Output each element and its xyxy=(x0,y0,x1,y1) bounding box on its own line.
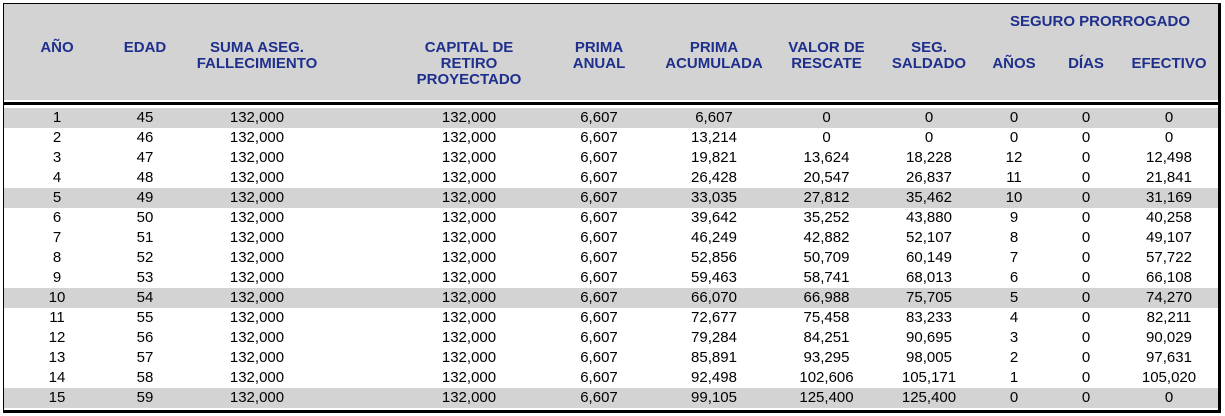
cell-efectivo: 21,841 xyxy=(1146,169,1192,186)
cell-dias: 0 xyxy=(1081,249,1091,266)
cell-edad: 47 xyxy=(136,149,154,166)
cell-efectivo: 0 xyxy=(1164,129,1174,146)
cell-dias: 0 xyxy=(1081,109,1091,126)
cell-suma: 132,000 xyxy=(229,269,285,286)
header-efectivo: EFECTIVO xyxy=(1131,55,1207,72)
table-row xyxy=(4,188,1218,208)
cell-prima-anual: 6,607 xyxy=(580,129,618,146)
cell-valor-rescate: 58,741 xyxy=(803,269,850,286)
cell-prima-anual: 6,607 xyxy=(580,389,618,406)
cell-seg-saldado: 52,107 xyxy=(906,229,952,246)
table-row xyxy=(4,308,1218,328)
cell-anio: 6 xyxy=(52,209,62,226)
cell-anio: 1 xyxy=(52,109,62,126)
table-body xyxy=(4,108,1218,408)
cell-edad: 45 xyxy=(136,109,154,126)
cell-suma: 132,000 xyxy=(229,229,285,246)
cell-anios: 11 xyxy=(1006,169,1022,186)
table-row xyxy=(4,228,1218,248)
cell-prima-acumulada: 72,677 xyxy=(691,309,737,326)
cell-anios: 3 xyxy=(1009,329,1019,346)
cell-efectivo: 31,169 xyxy=(1146,189,1192,206)
cell-efectivo: 40,258 xyxy=(1146,209,1192,226)
cell-seg-saldado: 18,228 xyxy=(906,149,952,166)
cell-efectivo: 105,020 xyxy=(1141,369,1197,386)
table-header xyxy=(4,4,1218,100)
cell-dias: 0 xyxy=(1081,149,1091,166)
cell-edad: 48 xyxy=(136,169,154,186)
cell-prima-anual: 6,607 xyxy=(580,109,618,126)
cell-anios: 0 xyxy=(1009,389,1019,406)
cell-anios: 6 xyxy=(1009,269,1019,286)
cell-suma: 132,000 xyxy=(229,389,285,406)
cell-prima-acumulada: 19,821 xyxy=(691,149,737,166)
cell-capital: 132,000 xyxy=(441,309,497,326)
header-dias: DÍAS xyxy=(1068,55,1104,72)
cell-capital: 132,000 xyxy=(441,109,497,126)
cell-dias: 0 xyxy=(1081,189,1091,206)
cell-capital: 132,000 xyxy=(441,329,497,346)
table-row xyxy=(4,168,1218,188)
cell-suma: 132,000 xyxy=(229,209,285,226)
cell-efectivo: 74,270 xyxy=(1146,289,1192,306)
cell-seg-saldado: 43,880 xyxy=(906,209,952,226)
cell-valor-rescate: 27,812 xyxy=(803,189,850,206)
cell-prima-anual: 6,607 xyxy=(580,249,618,266)
cell-anio: 12 xyxy=(48,329,66,346)
cell-suma: 132,000 xyxy=(229,309,285,326)
cell-suma: 132,000 xyxy=(229,169,285,186)
cell-edad: 46 xyxy=(136,129,154,146)
table-row xyxy=(4,328,1218,348)
cell-seg-saldado: 75,705 xyxy=(906,289,952,306)
policy-table xyxy=(3,3,1221,413)
cell-seg-saldado: 98,005 xyxy=(906,349,952,366)
cell-seg-saldado: 90,695 xyxy=(906,329,952,346)
header-suma-asegurada: SUMA ASEG. FALLECIMIENTO xyxy=(196,39,318,72)
cell-anios: 0 xyxy=(1009,129,1019,146)
cell-edad: 52 xyxy=(136,249,154,266)
cell-prima-acumulada: 13,214 xyxy=(691,129,737,146)
cell-anios: 10 xyxy=(1005,189,1023,206)
cell-prima-anual: 6,607 xyxy=(580,329,618,346)
cell-dias: 0 xyxy=(1081,289,1091,306)
cell-anio: 10 xyxy=(48,289,66,306)
cell-anios: 2 xyxy=(1009,349,1019,366)
table-row xyxy=(4,348,1218,368)
cell-valor-rescate: 66,988 xyxy=(803,289,850,306)
cell-capital: 132,000 xyxy=(441,289,497,306)
cell-capital: 132,000 xyxy=(441,169,497,186)
cell-dias: 0 xyxy=(1081,349,1091,366)
cell-suma: 132,000 xyxy=(229,249,285,266)
table-row xyxy=(4,368,1218,388)
cell-dias: 0 xyxy=(1081,389,1091,406)
cell-suma: 132,000 xyxy=(229,289,285,306)
cell-prima-acumulada: 79,284 xyxy=(691,329,737,346)
cell-anio: 4 xyxy=(52,169,62,186)
cell-prima-acumulada: 33,035 xyxy=(691,189,737,206)
cell-anio: 15 xyxy=(48,389,66,406)
cell-edad: 54 xyxy=(136,289,154,306)
cell-suma: 132,000 xyxy=(229,369,285,386)
cell-seg-saldado: 105,171 xyxy=(901,369,957,386)
cell-valor-rescate: 13,624 xyxy=(803,149,850,166)
cell-capital: 132,000 xyxy=(441,189,497,206)
cell-prima-acumulada: 52,856 xyxy=(691,249,737,266)
cell-prima-acumulada: 6,607 xyxy=(695,109,733,126)
cell-valor-rescate: 50,709 xyxy=(803,249,850,266)
cell-valor-rescate: 93,295 xyxy=(803,349,850,366)
cell-efectivo: 12,498 xyxy=(1146,149,1192,166)
cell-anio: 5 xyxy=(52,189,62,206)
cell-anio: 7 xyxy=(52,229,62,246)
cell-edad: 53 xyxy=(136,269,154,286)
cell-prima-acumulada: 66,070 xyxy=(691,289,737,306)
cell-anio: 11 xyxy=(49,309,65,326)
cell-anios: 9 xyxy=(1009,209,1019,226)
cell-prima-anual: 6,607 xyxy=(580,169,618,186)
cell-capital: 132,000 xyxy=(441,389,497,406)
cell-prima-acumulada: 85,891 xyxy=(691,349,737,366)
cell-suma: 132,000 xyxy=(229,109,285,126)
cell-edad: 49 xyxy=(136,189,154,206)
cell-anio: 14 xyxy=(48,369,66,386)
header-prima-acumulada: PRIMA ACUMULADA xyxy=(665,39,763,72)
cell-dias: 0 xyxy=(1081,169,1091,186)
table-row xyxy=(4,248,1218,268)
cell-valor-rescate: 84,251 xyxy=(803,329,850,346)
cell-suma: 132,000 xyxy=(229,129,285,146)
cell-valor-rescate: 0 xyxy=(822,109,831,126)
cell-seg-saldado: 0 xyxy=(924,129,934,146)
cell-capital: 132,000 xyxy=(441,369,497,386)
cell-edad: 58 xyxy=(136,369,154,386)
cell-valor-rescate: 125,400 xyxy=(799,389,854,406)
table-row xyxy=(4,208,1218,228)
cell-anio: 8 xyxy=(52,249,62,266)
cell-prima-acumulada: 46,249 xyxy=(691,229,737,246)
header-separator xyxy=(4,102,1218,105)
cell-prima-anual: 6,607 xyxy=(580,349,618,366)
cell-valor-rescate: 20,547 xyxy=(803,169,850,186)
cell-valor-rescate: 0 xyxy=(822,129,831,146)
header-anios: AÑOS xyxy=(992,55,1036,72)
cell-efectivo: 0 xyxy=(1164,389,1174,406)
cell-capital: 132,000 xyxy=(441,249,497,266)
table-row xyxy=(4,148,1218,168)
cell-edad: 50 xyxy=(136,209,154,226)
cell-edad: 57 xyxy=(136,349,154,366)
cell-seg-saldado: 26,837 xyxy=(906,169,952,186)
header-prima-anual: PRIMA ANUAL xyxy=(572,39,626,72)
cell-edad: 55 xyxy=(136,309,154,326)
cell-anios: 4 xyxy=(1009,309,1019,326)
cell-efectivo: 0 xyxy=(1164,109,1174,126)
cell-seg-saldado: 35,462 xyxy=(906,189,952,206)
cell-suma: 132,000 xyxy=(229,329,285,346)
cell-seg-saldado: 68,013 xyxy=(906,269,952,286)
cell-prima-acumulada: 92,498 xyxy=(691,369,737,386)
cell-anio: 3 xyxy=(52,149,62,166)
cell-prima-anual: 6,607 xyxy=(580,269,618,286)
cell-prima-anual: 6,607 xyxy=(580,209,618,226)
cell-capital: 132,000 xyxy=(441,229,497,246)
cell-capital: 132,000 xyxy=(441,349,497,366)
table-row xyxy=(4,108,1218,128)
header-edad: EDAD xyxy=(123,39,167,56)
cell-capital: 132,000 xyxy=(441,269,497,286)
cell-anios: 5 xyxy=(1009,289,1019,306)
header-valor-rescate: VALOR DE RESCATE xyxy=(788,39,865,72)
cell-dias: 0 xyxy=(1081,229,1091,246)
cell-seg-saldado: 0 xyxy=(924,109,934,126)
cell-anios: 8 xyxy=(1009,229,1019,246)
cell-anio: 13 xyxy=(48,349,66,366)
cell-anios: 1 xyxy=(1009,369,1019,386)
cell-seg-saldado: 125,400 xyxy=(901,389,957,406)
table-row xyxy=(4,268,1218,288)
cell-valor-rescate: 35,252 xyxy=(803,209,850,226)
cell-prima-acumulada: 26,428 xyxy=(691,169,737,186)
header-seg-saldado: SEG. SALDADO xyxy=(891,39,967,72)
cell-dias: 0 xyxy=(1081,209,1091,226)
cell-dias: 0 xyxy=(1081,129,1091,146)
cell-suma: 132,000 xyxy=(229,189,285,206)
cell-suma: 132,000 xyxy=(229,349,285,366)
cell-seg-saldado: 60,149 xyxy=(906,249,952,266)
cell-prima-acumulada: 59,463 xyxy=(691,269,737,286)
cell-edad: 56 xyxy=(136,329,154,346)
cell-dias: 0 xyxy=(1081,309,1091,326)
cell-efectivo: 82,211 xyxy=(1146,309,1192,326)
cell-anio: 2 xyxy=(52,129,62,146)
cell-seg-saldado: 83,233 xyxy=(906,309,952,326)
header-anio: AÑO xyxy=(40,39,74,56)
cell-prima-anual: 6,607 xyxy=(580,189,618,206)
cell-prima-anual: 6,607 xyxy=(580,369,618,386)
cell-dias: 0 xyxy=(1081,329,1091,346)
cell-anios: 12 xyxy=(1005,149,1023,166)
cell-efectivo: 57,722 xyxy=(1146,249,1192,266)
table-row xyxy=(4,128,1218,148)
cell-dias: 0 xyxy=(1081,369,1091,386)
table-row xyxy=(4,388,1218,408)
header-capital-retiro: CAPITAL DE RETIRO PROYECTADO xyxy=(416,39,522,88)
cell-prima-anual: 6,607 xyxy=(580,149,618,166)
cell-valor-rescate: 75,458 xyxy=(803,309,850,326)
cell-anios: 0 xyxy=(1009,109,1019,126)
cell-efectivo: 90,029 xyxy=(1146,329,1192,346)
cell-prima-anual: 6,607 xyxy=(580,309,618,326)
cell-edad: 59 xyxy=(136,389,154,406)
table-row xyxy=(4,288,1218,308)
cell-suma: 132,000 xyxy=(229,149,285,166)
cell-valor-rescate: 102,606 xyxy=(799,369,854,386)
cell-valor-rescate: 42,882 xyxy=(803,229,850,246)
cell-anios: 7 xyxy=(1009,249,1019,266)
cell-capital: 132,000 xyxy=(441,149,497,166)
cell-efectivo: 49,107 xyxy=(1146,229,1192,246)
cell-capital: 132,000 xyxy=(441,209,497,226)
cell-dias: 0 xyxy=(1081,269,1091,286)
cell-prima-acumulada: 99,105 xyxy=(691,389,737,406)
cell-prima-acumulada: 39,642 xyxy=(691,209,737,226)
cell-efectivo: 97,631 xyxy=(1146,349,1192,366)
header-seguro-prorrogado: SEGURO PRORROGADO xyxy=(1009,13,1190,30)
cell-edad: 51 xyxy=(136,229,154,246)
cell-anio: 9 xyxy=(52,269,62,286)
cell-prima-anual: 6,607 xyxy=(580,289,618,306)
cell-efectivo: 66,108 xyxy=(1146,269,1192,286)
cell-prima-anual: 6,607 xyxy=(580,229,618,246)
cell-capital: 132,000 xyxy=(441,129,497,146)
